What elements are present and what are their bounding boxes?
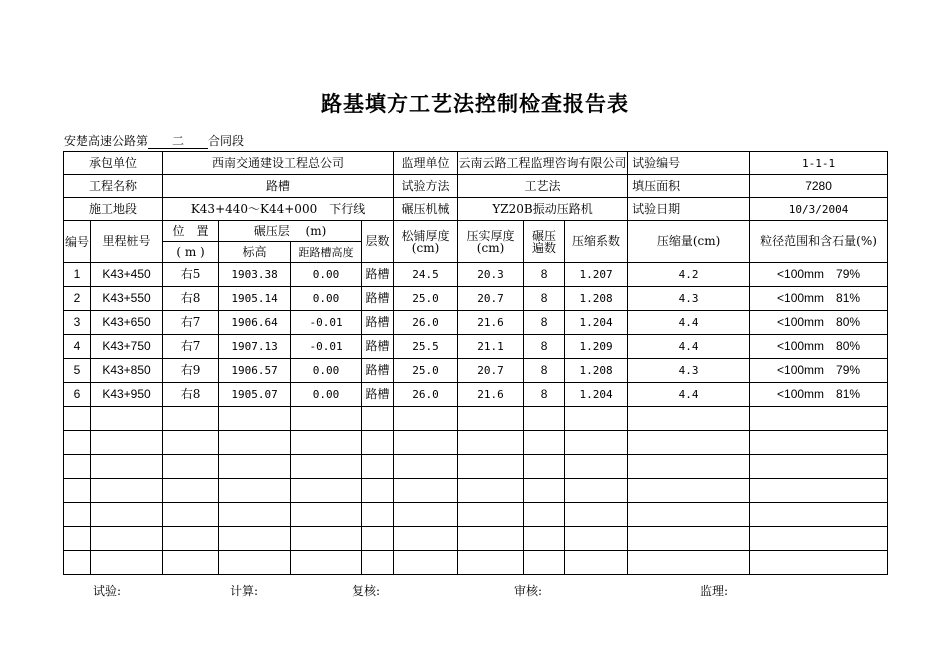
supervisor-label: 监理单位 (394, 152, 458, 175)
empty-row (64, 479, 888, 503)
row-loose: 25.0 (394, 359, 458, 383)
empty-cell (565, 455, 628, 479)
report-table (63, 151, 888, 575)
row-passes: 8 (524, 287, 565, 311)
info-row-3 (64, 198, 888, 221)
row-compact: 20.7 (458, 287, 524, 311)
empty-cell (91, 407, 163, 431)
row-no: 4 (64, 335, 91, 359)
column-header-row-1 (64, 221, 888, 242)
empty-cell (524, 503, 565, 527)
empty-cell (458, 503, 524, 527)
col-amount-header: 压缩量(cm) (628, 221, 750, 263)
empty-cell (163, 455, 219, 479)
empty-cell (64, 479, 91, 503)
empty-cell (394, 455, 458, 479)
empty-cell (291, 455, 362, 479)
subtitle-prefix: 安楚高速公路第 (64, 134, 149, 148)
empty-cell (64, 407, 91, 431)
empty-cell (750, 551, 888, 575)
empty-cell (628, 431, 750, 455)
empty-cell (291, 431, 362, 455)
col-grain-header: 粒径范围和含石量(%) (750, 221, 888, 263)
empty-cell (458, 407, 524, 431)
empty-cell (362, 407, 394, 431)
row-layer: 路槽 (362, 263, 394, 287)
row-grain: <100mm 81% (750, 383, 888, 407)
row-layer: 路槽 (362, 335, 394, 359)
empty-cell (163, 527, 219, 551)
area-value: 7280 (750, 175, 888, 198)
empty-cell (750, 431, 888, 455)
contractor-label: 承包单位 (64, 152, 163, 175)
row-passes: 8 (524, 263, 565, 287)
table-row (64, 335, 888, 359)
project-value: 路槽 (163, 175, 394, 198)
empty-cell (394, 479, 458, 503)
row-loose: 26.0 (394, 383, 458, 407)
row-amount: 4.3 (628, 287, 750, 311)
col-distance-header: 距路槽高度 (291, 242, 362, 263)
empty-cell (565, 551, 628, 575)
row-station: K43+450 (91, 263, 163, 287)
row-coef: 1.208 (565, 287, 628, 311)
col-compact-title: 压实厚度 (466, 228, 515, 243)
col-position-header: 位 置 (163, 221, 219, 242)
col-no-header: 编号 (64, 221, 91, 263)
row-coef: 1.204 (565, 311, 628, 335)
row-position: 右9 (163, 359, 219, 383)
row-amount: 4.2 (628, 263, 750, 287)
empty-cell (219, 551, 291, 575)
row-grain: <100mm 81% (750, 287, 888, 311)
empty-cell (362, 527, 394, 551)
empty-cell (524, 431, 565, 455)
col-loose-title: 松铺厚度 (401, 228, 450, 243)
empty-cell (524, 551, 565, 575)
empty-cell (524, 527, 565, 551)
table-row (64, 263, 888, 287)
col-position-unit: ( m ) (163, 242, 219, 263)
empty-cell (219, 479, 291, 503)
table-row (64, 383, 888, 407)
empty-cell (91, 503, 163, 527)
empty-cell (362, 503, 394, 527)
row-compact: 21.6 (458, 383, 524, 407)
method-value: 工艺法 (458, 175, 628, 198)
col-passes-header: 碾压遍数 (524, 221, 565, 263)
row-compact: 21.1 (458, 335, 524, 359)
col-loose-unit: (cm) (411, 240, 440, 255)
row-elevation: 1906.57 (219, 359, 291, 383)
empty-cell (91, 431, 163, 455)
empty-row (64, 551, 888, 575)
row-loose: 25.5 (394, 335, 458, 359)
row-amount: 4.4 (628, 383, 750, 407)
empty-cell (64, 503, 91, 527)
empty-cell (524, 407, 565, 431)
row-station: K43+550 (91, 287, 163, 311)
empty-cell (458, 479, 524, 503)
empty-cell (394, 527, 458, 551)
signature-calc-label: 计算: (230, 584, 259, 598)
empty-cell (750, 527, 888, 551)
row-grain: <100mm 79% (750, 359, 888, 383)
test-no-label: 试验编号 (628, 152, 750, 175)
row-coef: 1.204 (565, 383, 628, 407)
col-elevation-header: 标高 (219, 242, 291, 263)
row-compact: 21.6 (458, 311, 524, 335)
empty-cell (628, 527, 750, 551)
date-value: 10/3/2004 (750, 198, 888, 221)
empty-cell (750, 407, 888, 431)
row-elevation: 1906.64 (219, 311, 291, 335)
empty-cell (163, 431, 219, 455)
row-station: K43+850 (91, 359, 163, 383)
row-distance: -0.01 (291, 311, 362, 335)
empty-cell (291, 407, 362, 431)
row-distance: -0.01 (291, 335, 362, 359)
signature-test-label: 试验: (93, 584, 122, 598)
col-loose-header (394, 221, 458, 263)
row-position: 右8 (163, 383, 219, 407)
row-loose: 26.0 (394, 311, 458, 335)
col-layer-group-header: 碾压层 (m) (219, 221, 362, 242)
contract-section-line (64, 132, 244, 149)
empty-cell (64, 455, 91, 479)
row-grain: <100mm 80% (750, 335, 888, 359)
empty-cell (458, 455, 524, 479)
empty-cell (394, 551, 458, 575)
empty-cell (362, 431, 394, 455)
empty-cell (219, 407, 291, 431)
row-distance: 0.00 (291, 359, 362, 383)
table-row (64, 311, 888, 335)
machine-label: 碾压机械 (394, 198, 458, 221)
col-coef-header: 压缩系数 (565, 221, 628, 263)
site-label: 施工地段 (64, 198, 163, 221)
table-row (64, 359, 888, 383)
empty-cell (394, 407, 458, 431)
empty-cell (219, 431, 291, 455)
empty-cell (291, 503, 362, 527)
empty-cell (628, 503, 750, 527)
signature-review-label: 复核: (352, 584, 381, 598)
row-no: 2 (64, 287, 91, 311)
date-label: 试验日期 (628, 198, 750, 221)
empty-cell (163, 407, 219, 431)
row-elevation: 1905.07 (219, 383, 291, 407)
row-station: K43+650 (91, 311, 163, 335)
empty-cell (750, 503, 888, 527)
row-layer: 路槽 (362, 287, 394, 311)
row-passes: 8 (524, 311, 565, 335)
col-compact-unit: (cm) (476, 240, 505, 255)
row-elevation: 1905.14 (219, 287, 291, 311)
empty-cell (163, 503, 219, 527)
machine-value: YZ20B振动压路机 (458, 198, 628, 221)
row-grain: <100mm 79% (750, 263, 888, 287)
row-station: K43+950 (91, 383, 163, 407)
empty-cell (458, 551, 524, 575)
empty-row (64, 527, 888, 551)
row-amount: 4.3 (628, 359, 750, 383)
info-row-2 (64, 175, 888, 198)
empty-cell (362, 551, 394, 575)
empty-cell (628, 479, 750, 503)
row-distance: 0.00 (291, 263, 362, 287)
empty-cell (458, 527, 524, 551)
empty-cell (750, 455, 888, 479)
signature-supervision-label: 监理: (700, 584, 729, 598)
page-title: 路基填方工艺法控制检查报告表 (321, 91, 629, 116)
empty-cell (291, 527, 362, 551)
empty-cell (362, 479, 394, 503)
row-coef: 1.209 (565, 335, 628, 359)
row-elevation: 1907.13 (219, 335, 291, 359)
empty-cell (291, 479, 362, 503)
empty-cell (565, 431, 628, 455)
project-label: 工程名称 (64, 175, 163, 198)
test-no-value: 1-1-1 (750, 152, 888, 175)
row-position: 右8 (163, 287, 219, 311)
empty-cell (565, 503, 628, 527)
site-value: K43+440～K44+000 下行线 (163, 198, 394, 221)
row-no: 1 (64, 263, 91, 287)
row-layer: 路槽 (362, 383, 394, 407)
empty-cell (219, 503, 291, 527)
row-loose: 24.5 (394, 263, 458, 287)
empty-cell (91, 479, 163, 503)
empty-cell (64, 527, 91, 551)
empty-row (64, 503, 888, 527)
row-passes: 8 (524, 335, 565, 359)
row-position: 右7 (163, 335, 219, 359)
col-compact-header (458, 221, 524, 263)
row-no: 3 (64, 311, 91, 335)
empty-cell (458, 431, 524, 455)
empty-cell (628, 407, 750, 431)
row-distance: 0.00 (291, 287, 362, 311)
empty-cell (394, 503, 458, 527)
empty-cell (219, 527, 291, 551)
signature-audit-label: 审核: (514, 584, 543, 598)
row-station: K43+750 (91, 335, 163, 359)
contract-section-number: 二 (148, 135, 208, 149)
col-layer-count-header: 层数 (362, 221, 394, 263)
empty-cell (524, 479, 565, 503)
empty-cell (362, 455, 394, 479)
row-distance: 0.00 (291, 383, 362, 407)
row-amount: 4.4 (628, 335, 750, 359)
empty-cell (64, 431, 91, 455)
empty-cell (565, 527, 628, 551)
empty-cell (64, 551, 91, 575)
empty-cell (91, 527, 163, 551)
row-elevation: 1903.38 (219, 263, 291, 287)
empty-cell (565, 479, 628, 503)
empty-cell (163, 551, 219, 575)
info-row-1 (64, 152, 888, 175)
row-amount: 4.4 (628, 311, 750, 335)
table-row (64, 287, 888, 311)
row-loose: 25.0 (394, 287, 458, 311)
row-layer: 路槽 (362, 311, 394, 335)
empty-cell (394, 431, 458, 455)
empty-row (64, 431, 888, 455)
empty-cell (565, 407, 628, 431)
row-layer: 路槽 (362, 359, 394, 383)
row-compact: 20.7 (458, 359, 524, 383)
method-label: 试验方法 (394, 175, 458, 198)
empty-cell (524, 455, 565, 479)
empty-cell (219, 455, 291, 479)
empty-cell (628, 551, 750, 575)
row-coef: 1.207 (565, 263, 628, 287)
empty-cell (91, 455, 163, 479)
row-passes: 8 (524, 359, 565, 383)
row-passes: 8 (524, 383, 565, 407)
row-position: 右7 (163, 311, 219, 335)
empty-cell (750, 479, 888, 503)
area-label: 填压面积 (628, 175, 750, 198)
empty-row (64, 407, 888, 431)
empty-cell (628, 455, 750, 479)
row-compact: 20.3 (458, 263, 524, 287)
row-coef: 1.208 (565, 359, 628, 383)
empty-cell (291, 551, 362, 575)
empty-cell (163, 479, 219, 503)
contractor-value: 西南交通建设工程总公司 (163, 152, 394, 175)
subtitle-suffix: 合同段 (208, 134, 245, 148)
row-no: 5 (64, 359, 91, 383)
row-position: 右5 (163, 263, 219, 287)
row-no: 6 (64, 383, 91, 407)
row-grain: <100mm 80% (750, 311, 888, 335)
col-station-header: 里程桩号 (91, 221, 163, 263)
empty-row (64, 455, 888, 479)
supervisor-value: 云南云路工程监理咨询有限公司 (458, 152, 628, 175)
empty-cell (91, 551, 163, 575)
